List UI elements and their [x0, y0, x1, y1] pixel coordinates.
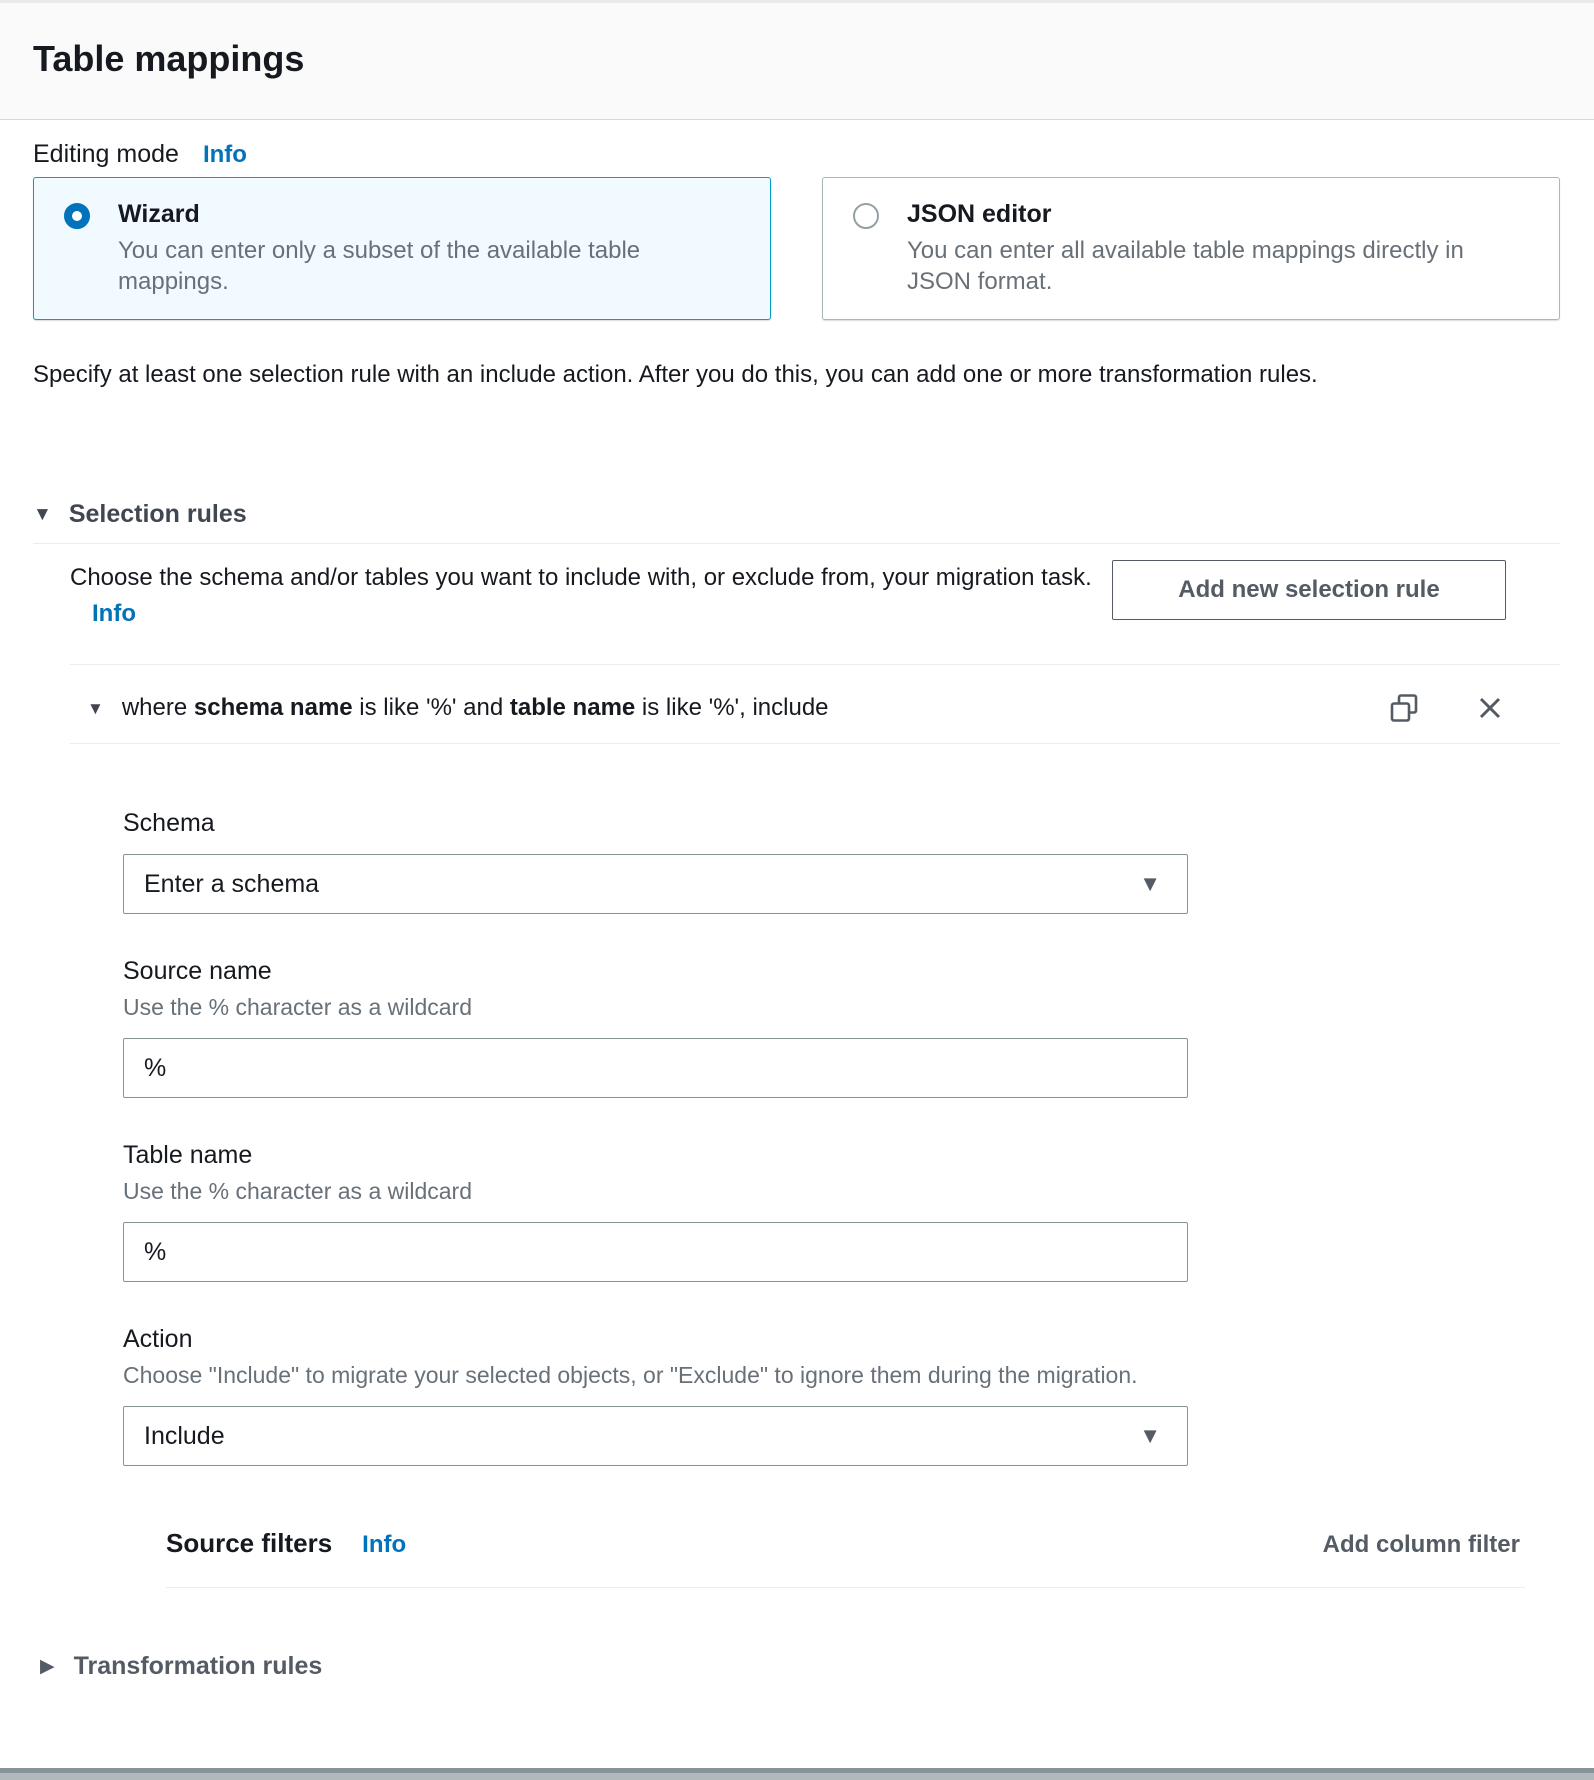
add-new-selection-rule-button[interactable]: Add new selection rule	[1112, 560, 1506, 620]
action-field	[123, 1324, 1188, 1466]
table-name-label: Table name	[123, 1141, 253, 1169]
editing-mode-option-json-editor[interactable]	[822, 177, 1560, 320]
editing-mode-option-wizard[interactable]	[33, 177, 771, 320]
section-divider	[33, 543, 1560, 544]
table-mappings-panel	[0, 140, 1594, 1681]
selection-rules-section-header[interactable]	[33, 500, 1560, 529]
caret-down-icon: ▼	[33, 504, 52, 525]
json-editor-option-title: JSON editor	[907, 200, 1052, 228]
wizard-option-description: You can enter only a subset of the available table mappings.	[118, 237, 641, 295]
wizard-option-title: Wizard	[118, 200, 200, 228]
selection-rule-header	[87, 693, 1560, 723]
schema-field	[123, 808, 1188, 914]
table-name-field	[123, 1140, 1188, 1282]
action-select-value: Include	[144, 1421, 225, 1450]
dropdown-caret-icon: ▼	[1139, 1423, 1161, 1448]
source-name-input[interactable]	[123, 1038, 1188, 1098]
copy-rule-button[interactable]	[1389, 693, 1419, 723]
action-select[interactable]	[123, 1406, 1188, 1466]
selection-rules-toolbar	[70, 560, 1560, 634]
selection-rules-info-link[interactable]: Info	[92, 600, 136, 627]
selection-rules-description-text: Choose the schema and/or tables you want to include with, or exclude from, your migration task.	[70, 564, 1092, 591]
editing-mode-options	[33, 177, 1560, 320]
editing-mode-row	[33, 140, 1560, 169]
rule-list-divider	[70, 664, 1560, 665]
source-filters-divider	[166, 1587, 1525, 1588]
action-hint: Choose "Include" to migrate your selected objects, or "Exclude" to ignore them during the migration.	[123, 1362, 1138, 1388]
schema-label: Schema	[123, 809, 215, 837]
schema-select-value: Enter a schema	[144, 869, 320, 898]
selection-rule-form	[123, 808, 1188, 1466]
wizard-option-body	[118, 200, 742, 297]
table-name-input[interactable]	[123, 1222, 1188, 1282]
action-label: Action	[123, 1325, 193, 1353]
source-filters-header	[166, 1528, 1560, 1559]
editing-mode-info-link[interactable]: Info	[202, 141, 247, 168]
radio-selected-icon[interactable]	[64, 203, 90, 229]
schema-select[interactable]	[123, 854, 1188, 914]
source-name-label: Source name	[123, 957, 272, 985]
table-name-hint: Use the % character as a wildcard	[123, 1178, 472, 1204]
json-editor-option-description: You can enter all available table mappings directly in JSON format.	[907, 237, 1464, 295]
selection-rules-title: Selection rules	[68, 500, 247, 528]
rule-caret-down-icon[interactable]: ▼	[87, 698, 104, 718]
next-section-edge	[0, 1768, 1594, 1780]
selection-rules-description	[70, 560, 1130, 632]
source-name-hint: Use the % character as a wildcard	[123, 994, 472, 1020]
remove-rule-button[interactable]	[1475, 693, 1505, 723]
rule-summary: where schema name is like '%' and table name is like '%', include	[121, 694, 829, 721]
next-section-edge-bottom	[0, 1773, 1594, 1780]
transformation-rules-title: Transformation rules	[73, 1652, 323, 1680]
copy-icon	[1389, 693, 1419, 723]
add-column-filter-button[interactable]: Add column filter	[1322, 1531, 1520, 1558]
rule-actions	[1389, 693, 1505, 723]
panel-header	[0, 3, 1594, 120]
radio-unselected-icon[interactable]	[853, 203, 879, 229]
close-icon	[1475, 693, 1505, 723]
caret-right-icon: ▶	[40, 1656, 55, 1677]
intro-text: Specify at least one selection rule with an include action. After you do this, you can add one or more transformation rules.	[33, 361, 1318, 388]
json-editor-option-body	[907, 200, 1531, 297]
source-filters-info-link[interactable]: Info	[362, 1531, 407, 1558]
page-title: Table mappings	[33, 38, 305, 79]
transformation-rules-section-header[interactable]	[40, 1652, 1560, 1681]
source-filters-title: Source filters	[166, 1528, 333, 1558]
dropdown-caret-icon: ▼	[1139, 871, 1161, 896]
source-name-field	[123, 956, 1188, 1098]
editing-mode-label: Editing mode	[33, 140, 179, 168]
rule-header-divider	[70, 743, 1560, 744]
